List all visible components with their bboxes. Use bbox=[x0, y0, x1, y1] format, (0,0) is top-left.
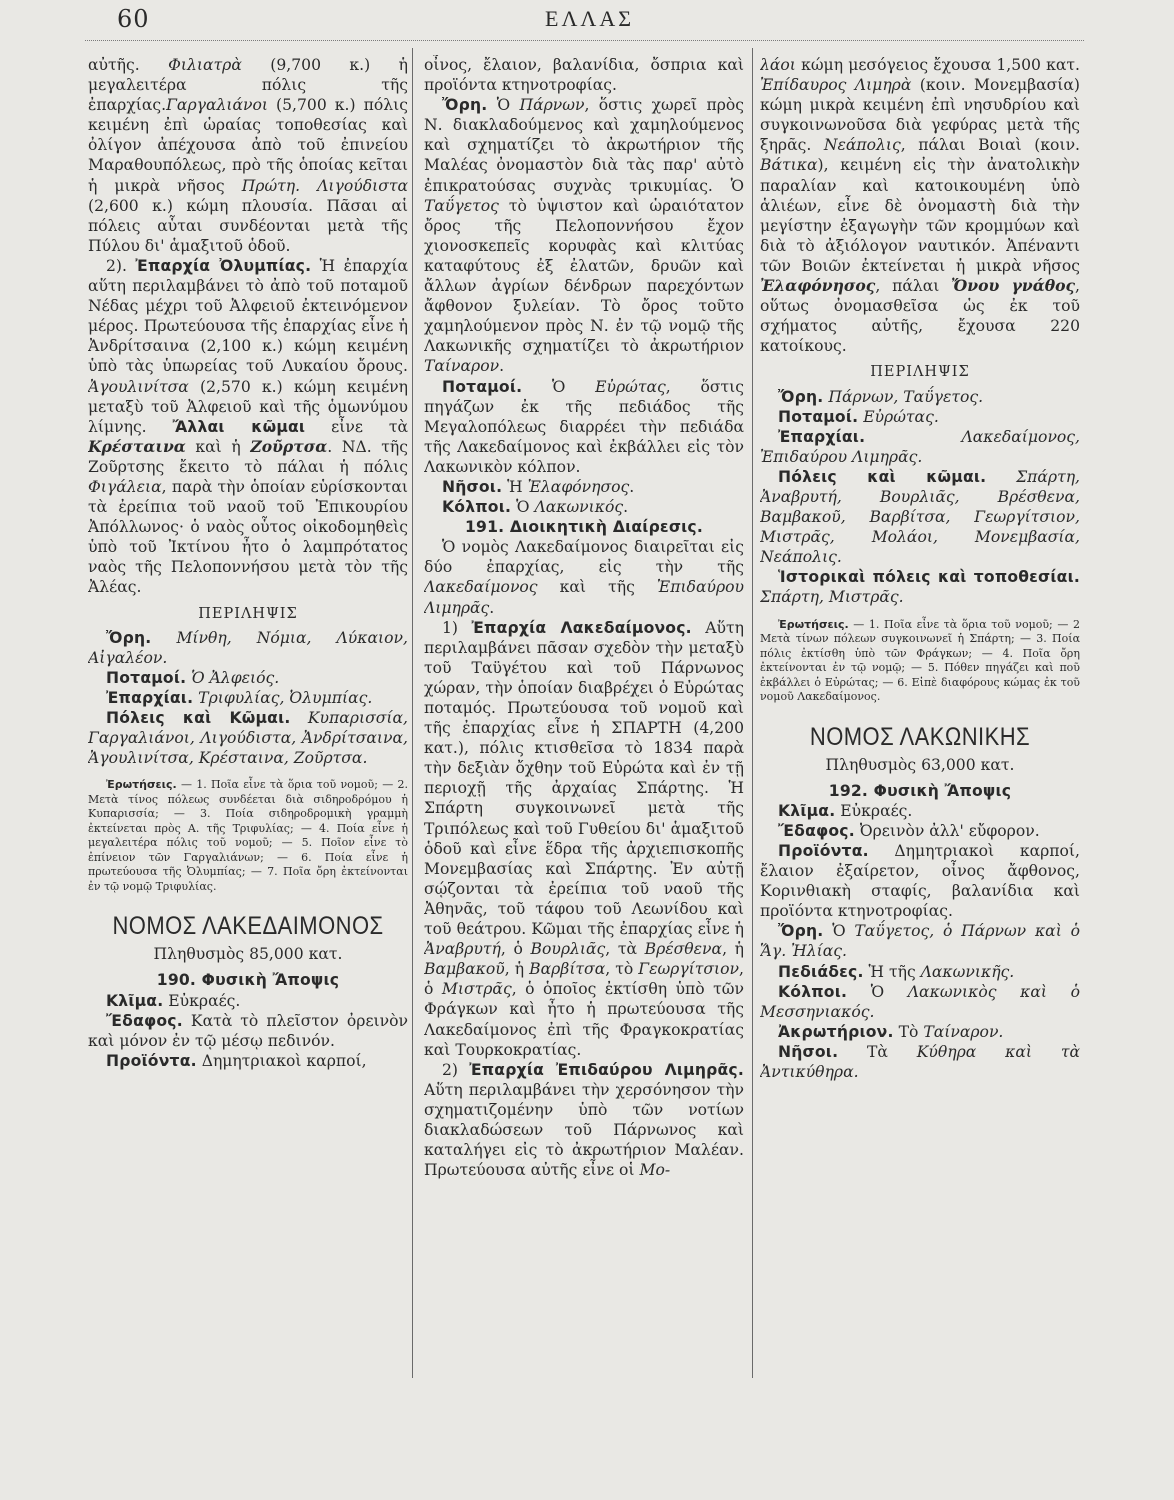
field-value: Εὐκραές. bbox=[835, 801, 913, 820]
summary-value: Τριφυλίας, Ὀλυμπίας. bbox=[198, 688, 373, 707]
bold-term: Ἄλλαι κῶμαι bbox=[172, 417, 306, 436]
field-value: Ὀρεινὸν ἀλλ' εὔφορον. bbox=[854, 821, 1040, 840]
field-label: Ἔδαφος. bbox=[106, 1011, 183, 1030]
field-label: Ὄρη. bbox=[442, 96, 488, 115]
field-label: Νῆσοι. bbox=[442, 477, 503, 496]
place-name: Ταίναρον bbox=[424, 357, 500, 376]
field-value: Εὐκραές. bbox=[163, 991, 241, 1010]
paragraph-molaoi bbox=[760, 55, 1080, 356]
place-name: Φιλιατρὰ bbox=[168, 56, 242, 74]
field-value: Κατὰ τὸ πλεῖστον ὀρεινὸν καὶ μόνον ἐν τῷ μέσῳ πεδινόν. bbox=[88, 1011, 408, 1050]
text: τὸ ὑψιστον καὶ ὡραιότατον ὄρος τῆς Πελοποννήσου ἔχον χιονοσκεπεῖς κορυφὰς καὶ κλιτύας καταφύτους ἐξ ἐλατῶν, δρυῶν καὶ ἄλλων ἀγρίων δένδρων παρεχόντων ἄφθονον ξυλείαν. Τὸ ὄρος τοῦτο χαμηλούμενον πρὸς Ν. ἐν τῷ νομῷ τῆς Λακωνικῆς σχηματίζει τὸ ἀκρωτήριον bbox=[424, 196, 744, 356]
field-value: Δημητριακοὶ καρποί, ἔλαιον ἐξαίρετον, οἶνος ἄφθονος, Κορινθιακὴ σταφίς, βαλανίδια καὶ προϊόντα κτηνοτροφίας. bbox=[760, 842, 1080, 921]
paragraph-lakedaimon-province bbox=[424, 618, 744, 1060]
running-head: ΕΛΛΑΣ bbox=[545, 6, 635, 31]
place-name: Νεάπολις bbox=[823, 136, 901, 155]
text: (9,700 κ.) ἡ μεγαλειτέρα πόλις τῆς ἐπαρχίας. bbox=[88, 56, 408, 115]
field-value: Ταΰγετος, ὁ Πάρνων καὶ ὁ Ἅγ. Ἠλίας. bbox=[760, 922, 1080, 961]
text: Αὕτη περιλαμβάνει πᾶσαν σχεδὸν τὴν μεταξὺ τοῦ Ταϋγέτου καὶ τοῦ Πάρνωνος χώραν, τὴν ὁποίαν διαβρέχει ὁ Εὐρώτας ποταμός. Πρωτεύουσα τοῦ νομοῦ καὶ τῆς ἐπαρχίας εἶνε ἡ ΣΠΑΡΤΗ (4,200 κατ.), πόλις κτισθεῖσα τὸ 1834 παρὰ τὴν δεξιὰν ὄχθην τοῦ Εὐρώτα καὶ ἐν τῇ περιοχῇ τῆς ἀρχαίας Σπάρτης. Ἡ Σπάρτη συγκοινωνεῖ μετὰ τῆς Τριπόλεως καὶ τοῦ Γυθείου δι' ἁμαξιτοῦ ὁδοῦ καὶ εἶνε ἕδρα τῆς ἀρχιεπισκοπῆς Μονεμβασίας καὶ Σπάρτης. Ἐν αὐτῇ σῴζονται τὰ ἐρείπια τοῦ ναοῦ τῆς Ἀθηνᾶς, τοῦ τάφου τοῦ Λεωνίδου καὶ τοῦ θεάτρου. Κῶμαι τῆς ἐπαρχίας εἶνε ἡ bbox=[424, 618, 744, 939]
text: Ὁ bbox=[847, 982, 908, 1001]
summary-label: Ἱστορικαὶ πόλεις καὶ τοποθεσίαι. bbox=[778, 568, 1080, 587]
section-191-heading bbox=[424, 517, 744, 537]
summary-label: Ἐπαρχίαι. bbox=[778, 427, 866, 446]
summary-value: Εὐρώτας. bbox=[863, 407, 939, 426]
text: . bbox=[629, 477, 635, 496]
summary-value: Πάρνων, Ταΰγετος. bbox=[828, 387, 984, 406]
section-heading: 191. Διοικητικὴ Διαίρεσις. bbox=[464, 518, 704, 537]
text: Αὕτη περιλαμβάνει τὴν χερσόνησον τὴν σχηματιζομένην ὑπὸ τῶν νοτίων διακλαδώσεων τοῦ Πάρνωνος καὶ καταλήγει εἰς τὸ ἀκρωτήριον Μαλέαν. Πρωτεύουσα αὐτῆς εἶνε οἱ bbox=[424, 1080, 744, 1180]
field-label: Ἔδαφος. bbox=[778, 821, 855, 840]
place-name: Ἐλαφόνησος bbox=[527, 477, 630, 496]
summary-label: Πόλεις καὶ κῶμαι. bbox=[778, 467, 987, 486]
place-name: Λακεδαίμονος bbox=[424, 578, 538, 597]
questions-label: Ἐρωτήσεις. bbox=[106, 778, 177, 792]
summary-mountains bbox=[760, 387, 1080, 407]
questions-block bbox=[88, 778, 408, 894]
field-soil bbox=[88, 1011, 408, 1051]
text: . bbox=[623, 498, 629, 517]
column-divider-2 bbox=[752, 48, 753, 1378]
field-gulfs bbox=[760, 982, 1080, 1022]
place-name: λάοι bbox=[760, 56, 796, 74]
field-label: Πεδιάδες. bbox=[778, 962, 864, 981]
column-3 bbox=[760, 55, 1080, 1450]
column-1 bbox=[88, 55, 408, 1450]
text: (5,700 κ.) πόλις κειμένη ἐπὶ ὡραίας τοποθεσίας καὶ ὀλίγον ἀπέχουσα ἀπὸ τοῦ ἐπινείου Μαραθουπόλεως, πρὸ τῆς ὁποίας κεῖται ἡ μικρὰ νῆσος bbox=[88, 96, 408, 195]
summary-rivers bbox=[760, 407, 1080, 427]
place-name: Πρώτη. Λιγούδιστα bbox=[241, 176, 408, 195]
page-number: 60 bbox=[117, 5, 150, 33]
text: , οὕτως ὀνομασθεῖσα ὡς ἐκ τοῦ σχήματος αὐτῆς, ἔχουσα 220 κατοίκους. bbox=[760, 277, 1080, 356]
place-name: Ἐπίδαυρος Λιμηρὰ bbox=[760, 76, 912, 95]
section-heading: Ἐπαρχία Ἐπιδαύρου Λιμηρᾶς. bbox=[469, 1060, 744, 1079]
summary-label: Ποταμοί. bbox=[106, 668, 187, 687]
place-name: Βουρλιᾶς bbox=[530, 940, 606, 959]
section-heading: 192. Φυσικὴ Ἄποψις bbox=[828, 781, 1012, 800]
summary-label: Ὄρη. bbox=[778, 387, 824, 406]
text: Ἡ ἐπαρχία αὕτη περιλαμβάνει τὸ ἀπὸ τοῦ ποταμοῦ Νέδας μέχρι τοῦ Ἀλφειοῦ ἐκτεινόμενον μέρος. Πρωτεύουσα τῆς ἐπαρχίας εἶνε ἡ Ἀνδρίτσαινα (2,100 κ.) κώμη κειμένη ὑπὸ τὰς ὑπωρείας τοῦ Λυκαίου ὄρους. bbox=[88, 256, 408, 376]
summary-value: Σπάρτη, Ἀναβρυτή, Βουρλιᾶς, Βρέσθενα, Βαμβακοῦ, Βαρβίτσα, Γεωργίτσιον, Μιστρᾶς, Μολάοι, Μονεμβασία, Νεάπολις. bbox=[760, 467, 1080, 567]
paragraph-gulfs bbox=[424, 497, 744, 517]
summary-provinces bbox=[88, 688, 408, 708]
text: 2). bbox=[106, 256, 136, 275]
section-192-heading bbox=[760, 781, 1080, 801]
text: , πάλαι Βοιαὶ (κοιν. bbox=[900, 136, 1080, 155]
field-value: Ταίναρον. bbox=[923, 1022, 1004, 1041]
summary-value: Ὁ Ἀλφειός. bbox=[191, 668, 280, 687]
section-heading: Ἐπαρχία Λακεδαίμονος. bbox=[471, 618, 692, 637]
place-name: Ἀναβρυτή bbox=[424, 940, 501, 959]
summary-label: Ὄρη. bbox=[106, 628, 152, 647]
summary-value: Κυπαρισσία, Γαργαλιάνοι, Λιγούδιστα, Ἀνδρίτσαινα, Ἀγουλινίτσα, Κρέσταινα, Ζοῦρτσα. bbox=[88, 709, 408, 768]
text: . bbox=[499, 357, 505, 376]
text: ), κειμένη εἰς τὴν ἀνατολικὴν παραλίαν καὶ κατοικουμένη ὑπὸ ἁλιέων, εἶνε δὲ ὀνομαστὴ διὰ τὴν μεγίστην ἐξαγωγὴν τῶν κρομμύων καὶ διὰ τὸ ἀξιόλογον ναυτικόν. Ἀπέναντι τῶν Βοιῶν ἐκτείνεται ἡ μικρὰ νῆσος bbox=[760, 156, 1080, 275]
place-name: Ἐλαφόνησος bbox=[760, 276, 876, 296]
text: , ὁ ὁποῖος ἐκτίσθη ὑπὸ τῶν Φράγκων καὶ ἦτο ἡ πρωτεύουσα τῆς Λακεδαίμονος ἐπὶ τῆς Φραγκοκρατίας καὶ Τουρκοκρατίας. bbox=[424, 980, 744, 1059]
text: , ὁ bbox=[500, 940, 531, 959]
population: Πληθυσμὸς 63,000 κατ. bbox=[825, 755, 1015, 774]
place-name: Ὄνου γνάθος bbox=[951, 276, 1076, 296]
field-value: Δημητριακοὶ καρποί, bbox=[196, 1051, 367, 1070]
summary-historic bbox=[760, 567, 1080, 607]
summary-value: Λακεδαίμονος, Ἐπιδαύρου Λιμηρᾶς. bbox=[760, 427, 1080, 466]
section-heading: Ἐπαρχία Ὀλυμπίας. bbox=[135, 256, 312, 275]
questions-text: — 1. Ποῖα εἶνε τὰ ὅρια τοῦ νομοῦ; — 2. Μετὰ τίνος πόλεως συνδέεται διὰ σιδηροδρόμου ἡ Κυπαρισσία; — 3. Ποία σιδηροδρομικὴ γραμμὴ ἐκτείνεται πρὸς Α. τῆς Τριφυλίας; — 4. Ποία εἶνε ἡ μεγαλειτέρα πόλις τοῦ νομοῦ; — 5. Ποῖον εἶνε τὸ ἐπίνειον τῶν Γαργαλιάνων; — 6. Ποία εἶνε ἡ πρωτεύουσα τῆς Ὀλυμπίας; — 7. Ποῖα ὄρη ἐκτείνονται ἐν τῷ νομῷ Τριφυλίας. bbox=[88, 778, 408, 893]
text: . bbox=[489, 598, 495, 617]
text: Ὁ bbox=[522, 377, 596, 396]
field-label: Κλῖμα. bbox=[778, 801, 836, 820]
summary-value: Σπάρτη, Μιστρᾶς. bbox=[760, 588, 904, 607]
questions-text: — 1. Ποῖα εἶνε τὰ ὅρια τοῦ νομοῦ; — 2 Μετὰ τίνων πόλεων συγκοινωνεῖ ἡ Σπάρτη; — 3. Ποία πόλις ἐκτίσθη ὑπὸ τῶν Φράγκων; — 4. Ποῖα ὄρη ἐκτείνονται ἐν τῷ νομῷ; — 5. Πόθεν πηγάζει καὶ ποῦ ἐκβάλλει ὁ Εὐρώτας; — 6. Εἰπὲ διαφόρους κώμας ἐκ τοῦ νομοῦ Λακεδαίμονος. bbox=[760, 617, 1080, 704]
place-name: Πάρνων bbox=[519, 96, 585, 115]
text: (κοιν. Μονεμβασία) κώμη μικρὰ κειμένη ἐπὶ νησυδρίου καὶ συγκοινωνοῦσα διὰ γεφύρας μετὰ τῆς ξηρᾶς. bbox=[760, 76, 1080, 155]
summary-label: Ἐπαρχίαι. bbox=[106, 688, 194, 707]
population: Πληθυσμὸς 85,000 κατ. bbox=[153, 945, 343, 964]
paragraph-islands bbox=[424, 477, 744, 497]
column-divider-1 bbox=[412, 48, 413, 1378]
text: εἶνε τὰ bbox=[305, 417, 408, 436]
column-2 bbox=[424, 55, 744, 1450]
text: Ὁ bbox=[511, 498, 535, 517]
text: Ἡ τῆς bbox=[863, 962, 921, 981]
field-climate bbox=[88, 991, 408, 1011]
place-name: Βαρβίτσα bbox=[529, 960, 606, 979]
summary-towns bbox=[88, 708, 408, 768]
field-label: Κλῖμα. bbox=[106, 991, 164, 1010]
place-name: Λακωνικός bbox=[534, 498, 624, 517]
text: , ὁ bbox=[424, 960, 744, 999]
field-climate bbox=[760, 801, 1080, 821]
place-name: Μο- bbox=[639, 1161, 671, 1180]
summary-title: ΠΕΡΙΛΗΨΙΣ bbox=[198, 605, 298, 622]
summary-towns bbox=[760, 467, 1080, 567]
paragraph-epidavros-province bbox=[424, 1060, 744, 1181]
summary-value: Μίνθη, Νόμια, Λύκαιον, Αἰγαλέον. bbox=[88, 628, 408, 667]
field-cape bbox=[760, 1022, 1080, 1042]
place-name: Ἐπιδαύρου Λιμηρᾶς bbox=[424, 578, 744, 617]
text: αὐτῆς. bbox=[88, 56, 169, 74]
text: , πάλαι bbox=[875, 277, 952, 296]
text: Ὁ bbox=[487, 96, 520, 115]
nomos-title: ΝΟΜΟΣ ΛΑΚΕΔΑΙΜΟΝΟΣ bbox=[112, 912, 384, 941]
place-name: Γαργαλιάνοι bbox=[166, 96, 268, 115]
text: , ὅστις χωρεῖ πρὸς Ν. διακλαδούμενος καὶ χαμηλούμενος καὶ σχηματίζει τὸ ἀκρωτήριον τῆς Μαλέας ὀνομαστὸν διὰ τὰς παρ' αὐτὸ ἐπικρατούσας συχνὰς τρικυμίας. Ὁ bbox=[424, 96, 744, 195]
text: κώμη μεσόγειος ἔχουσα 1,500 κατ. bbox=[795, 56, 1080, 74]
place-name: Εὐρώτας bbox=[595, 377, 666, 396]
nomos-title: ΝΟΜΟΣ ΛΑΚΩΝΙΚΗΣ bbox=[809, 722, 1031, 751]
summary-rivers bbox=[88, 668, 408, 688]
text: , ἡ bbox=[504, 960, 530, 979]
field-plains bbox=[760, 962, 1080, 982]
field-products bbox=[760, 841, 1080, 921]
text: Τὰ bbox=[838, 1042, 917, 1061]
page-header bbox=[0, 0, 1174, 44]
text: , ὅστις πηγάζων ἐκ τῆς πεδιάδος τῆς Μεγαλοπόλεως διαρρέει τὴν πεδιάδα τῆς Λακεδαίμονος καὶ ἐκβάλλει εἰς τὸν Λακωνικὸν κόλπον. bbox=[424, 377, 744, 476]
section-190-heading bbox=[88, 970, 408, 990]
place-name: Μιστρᾶς bbox=[441, 980, 512, 999]
field-label: Ὄρη. bbox=[778, 922, 824, 941]
field-value: Λακωνικῆς. bbox=[920, 962, 1015, 981]
text: , τὸ bbox=[605, 960, 639, 979]
field-label: Προϊόντα. bbox=[778, 842, 869, 860]
place-name: Ζοῦρτσα bbox=[250, 436, 328, 456]
summary-label: Ποταμοί. bbox=[778, 407, 859, 426]
paragraph-mountains bbox=[424, 95, 744, 376]
paragraph-filiatra bbox=[88, 55, 408, 256]
field-value: Λακωνικὸς καὶ ὁ Μεσσηνιακός. bbox=[760, 982, 1080, 1021]
field-label: Ἀκρωτήριον. bbox=[778, 1022, 894, 1041]
place-name: Γεωργίτσιον bbox=[638, 960, 740, 979]
field-products bbox=[88, 1051, 408, 1071]
questions-block bbox=[760, 618, 1080, 705]
text: (2,570 κ.) κώμη κειμένη μεταξὺ τοῦ Ἀλφειοῦ καὶ τῆς ὁμωνύμου λίμνης. bbox=[88, 377, 408, 436]
place-name: Βρέσθενα bbox=[644, 940, 723, 959]
field-label: Ποταμοί. bbox=[442, 377, 523, 396]
text: (2,600 κ.) κώμη πλουσία. Πᾶσαι αἱ πόλεις αὗται συνδέονται μετὰ τῆς Πύλου δι' ἁμαξιτοῦ ὁδοῦ. bbox=[88, 196, 408, 255]
field-mountains bbox=[760, 921, 1080, 961]
text: . ΝΔ. τῆς Ζοῦρτσης ἔκειτο τὸ πάλαι ἡ πόλις bbox=[88, 437, 408, 476]
summary-title: ΠΕΡΙΛΗΨΙΣ bbox=[870, 364, 970, 381]
place-name: Βάτικα bbox=[760, 156, 818, 175]
text: Ὁ bbox=[823, 922, 855, 941]
paragraph-rivers bbox=[424, 377, 744, 477]
section-heading: 190. Φυσικὴ Ἄποψις bbox=[156, 971, 340, 990]
summary-label: Πόλεις καὶ Κῶμαι. bbox=[106, 709, 291, 727]
place-name: Φιγάλεια bbox=[88, 477, 162, 496]
place-name: Βαμβακοῦ bbox=[424, 960, 505, 979]
place-name: Ἀγουλινίτσα bbox=[88, 377, 189, 396]
text: καὶ τῆς bbox=[537, 578, 657, 597]
text: , τὰ bbox=[605, 940, 645, 959]
text: Τὸ bbox=[893, 1022, 924, 1041]
paragraph-division bbox=[424, 537, 744, 617]
field-islands bbox=[760, 1042, 1080, 1082]
field-label: Νῆσοι. bbox=[778, 1042, 839, 1061]
paragraph-olympia-province bbox=[88, 256, 408, 598]
place-name: Κρέσταινα bbox=[88, 436, 186, 456]
text: Ὁ νομὸς Λακεδαίμονος διαιρεῖται εἰς δύο ἐπαρχίας, εἰς τὴν τῆς bbox=[424, 538, 744, 577]
text: 1) bbox=[442, 618, 472, 637]
text: , παρὰ τὴν ὁποίαν εὑρίσκονται τὰ ἐρείπια τοῦ ναοῦ τοῦ Ἐπικουρίου Ἀπόλλωνος· ὁ ναὸς οὗτος οἰκοδομηθεὶς ὑπὸ τοῦ Ἰκτίνου ἦτο ὁ λαμπρότατος ναὸς τῆς Πελοποννήσου μετὰ τὸν τῆς Ἀλέας. bbox=[88, 477, 408, 597]
field-soil bbox=[760, 821, 1080, 841]
header-rule bbox=[85, 40, 1084, 41]
text: καὶ ἡ bbox=[185, 437, 251, 456]
text: 2) bbox=[442, 1060, 470, 1079]
paragraph-products-cont: οἶνος, ἔλαιον, βαλανίδια, ὄσπρια καὶ προϊόντα κτηνοτροφίας. bbox=[424, 56, 744, 95]
text: , ἡ bbox=[722, 940, 744, 959]
place-name: Ταΰγετος bbox=[424, 196, 499, 215]
text: Ἡ bbox=[502, 477, 528, 496]
field-label: Προϊόντα. bbox=[106, 1051, 197, 1070]
summary-provinces bbox=[760, 427, 1080, 467]
questions-label: Ἐρωτήσεις. bbox=[778, 617, 849, 631]
field-label: Κόλποι. bbox=[778, 982, 848, 1001]
field-value: Κύθηρα καὶ τὰ Ἀντικύθηρα. bbox=[760, 1042, 1080, 1082]
summary-mountains bbox=[88, 628, 408, 668]
field-label: Κόλποι. bbox=[442, 498, 512, 517]
